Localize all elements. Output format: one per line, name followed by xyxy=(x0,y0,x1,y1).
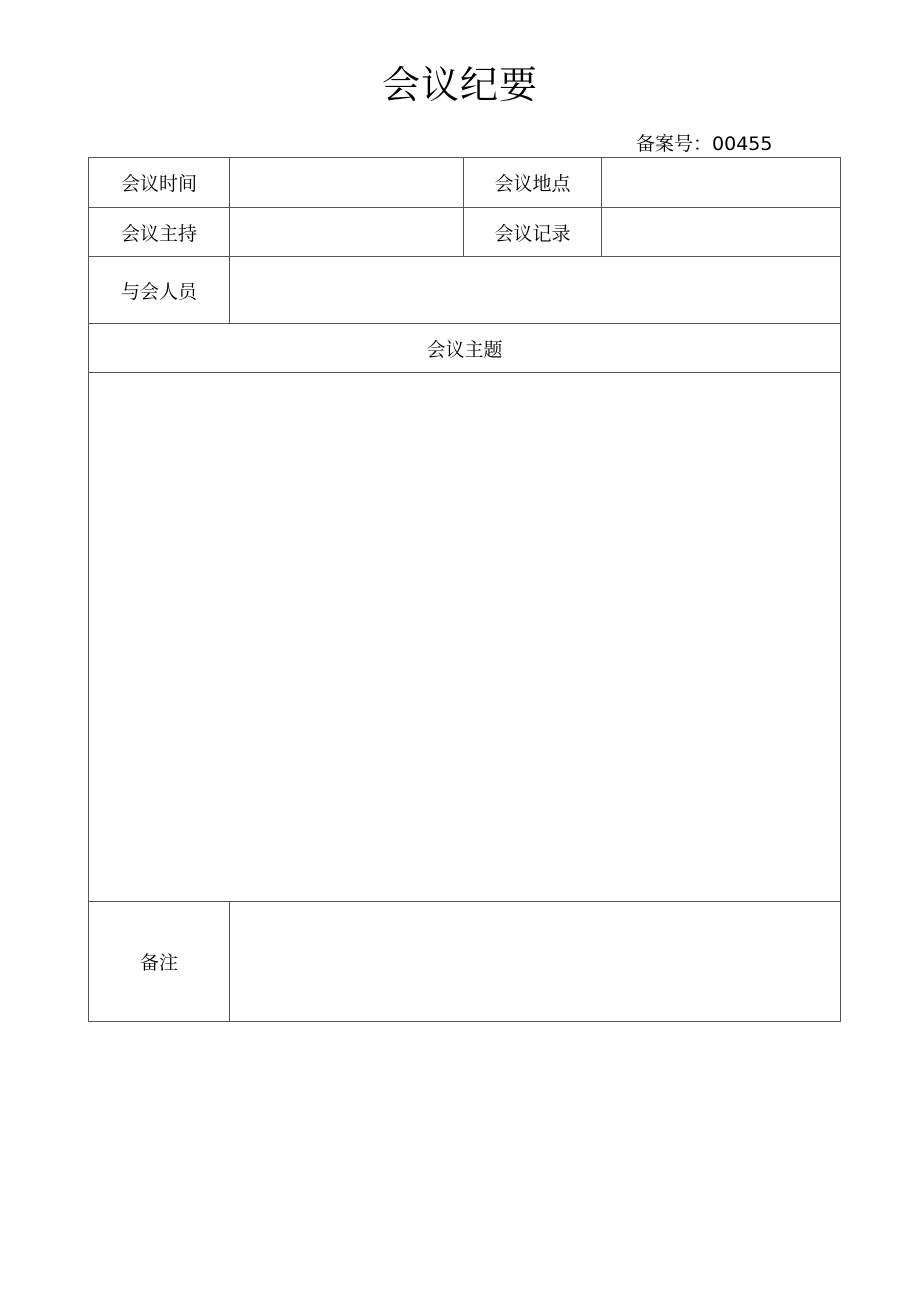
filing-number-label: 备案号： xyxy=(636,133,713,155)
form-row-topic-content xyxy=(89,373,841,902)
meeting-time-label: 会议时间 xyxy=(89,158,230,208)
attendees-field[interactable] xyxy=(230,257,841,324)
filing-number xyxy=(636,131,772,157)
form-row-attendees xyxy=(89,257,841,324)
topic-header: 会议主题 xyxy=(89,324,841,373)
remarks-field[interactable] xyxy=(230,902,841,1022)
form-row-host-recorder xyxy=(89,208,841,257)
document-title: 会议纪要 xyxy=(381,63,538,107)
topic-content-area[interactable] xyxy=(89,373,841,902)
meeting-host-field[interactable] xyxy=(230,208,464,257)
meeting-location-field[interactable] xyxy=(602,158,841,208)
meeting-location-label: 会议地点 xyxy=(464,158,602,208)
form-row-remarks xyxy=(89,902,841,1022)
meeting-minutes-form xyxy=(88,157,841,1022)
form-row-topic-header xyxy=(89,324,841,373)
remarks-label: 备注 xyxy=(89,902,230,1022)
meeting-time-field[interactable] xyxy=(230,158,464,208)
attendees-label: 与会人员 xyxy=(89,257,230,324)
meeting-recorder-label: 会议记录 xyxy=(464,208,602,257)
meeting-host-label: 会议主持 xyxy=(89,208,230,257)
meeting-recorder-field[interactable] xyxy=(602,208,841,257)
form-row-time-location xyxy=(89,158,841,208)
filing-number-value: 00455 xyxy=(712,133,773,155)
